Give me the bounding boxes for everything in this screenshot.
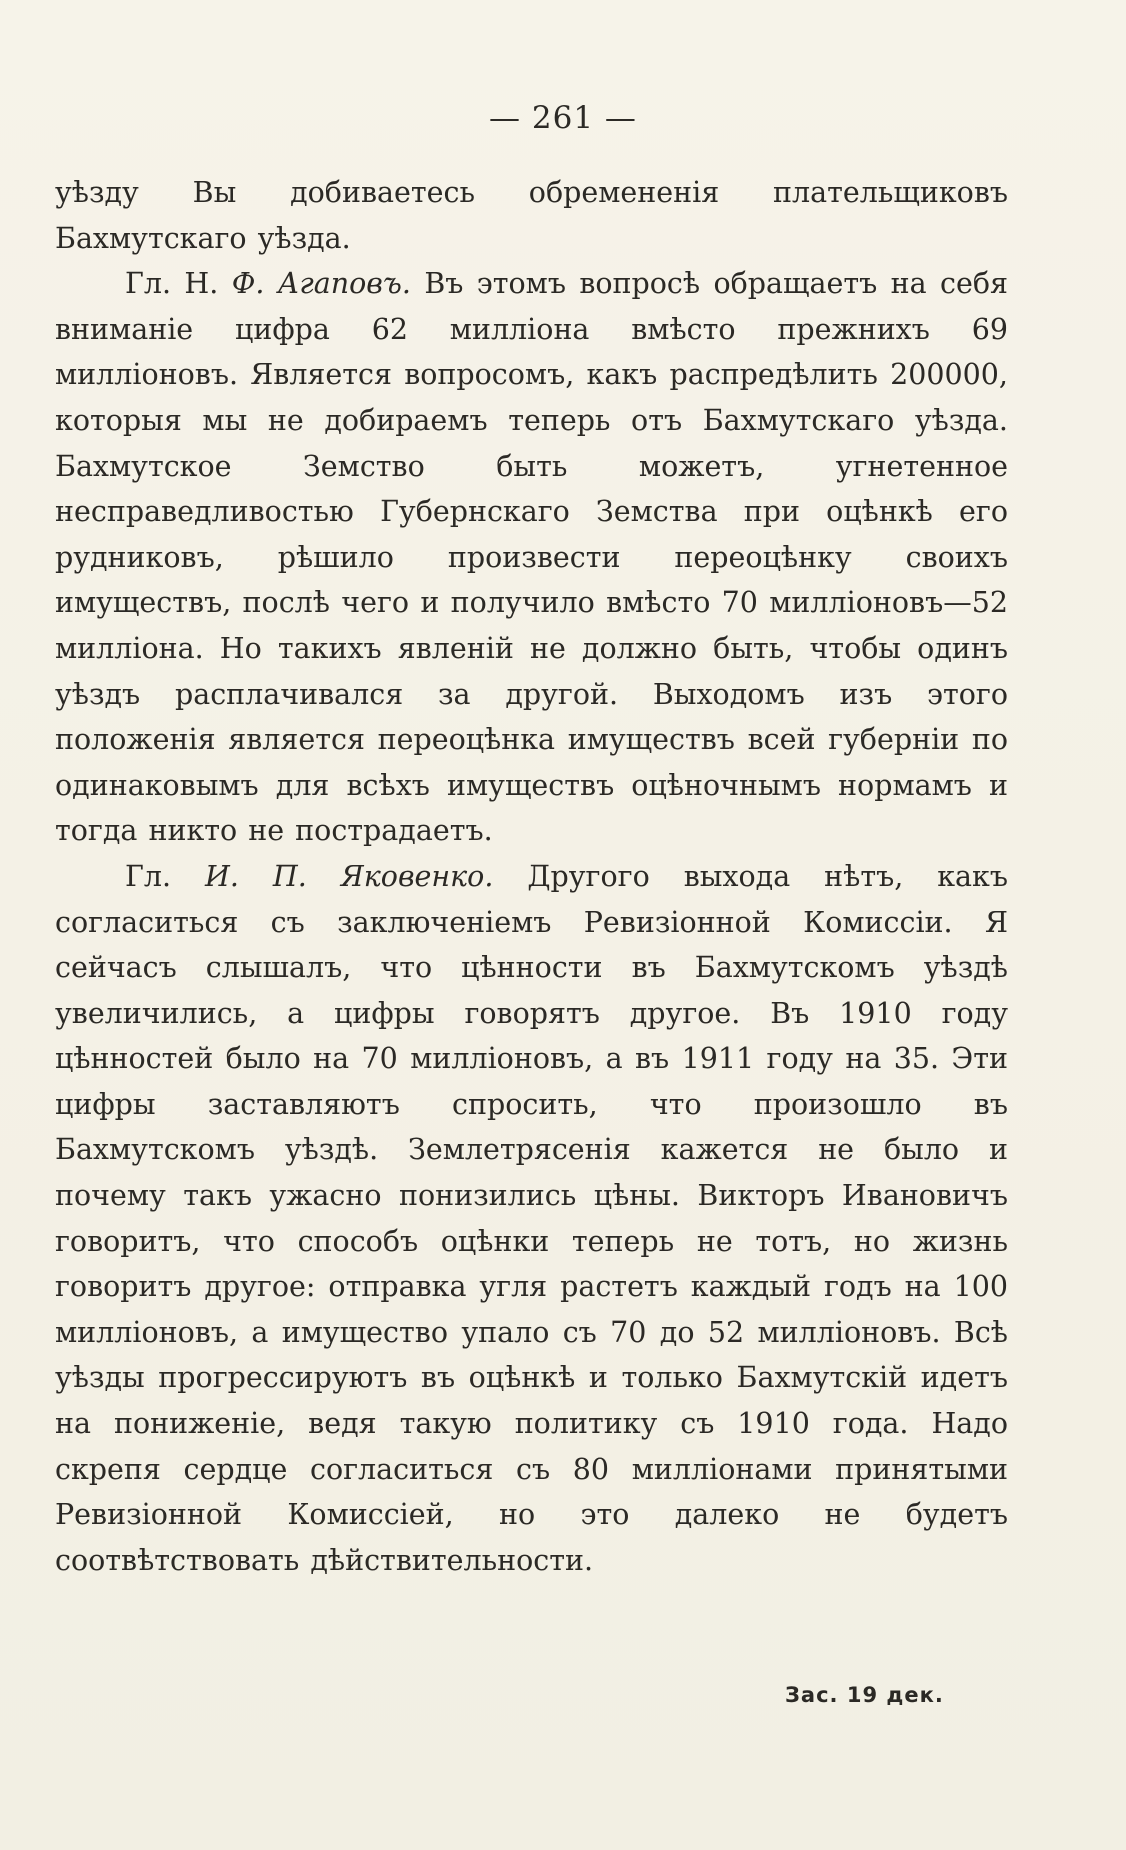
speaker-prefix: Гл. Н. xyxy=(125,267,232,301)
speaker-name: Ф. Агаповъ. xyxy=(231,267,411,301)
signature-mark: Зас. 19 дек. xyxy=(785,1683,944,1707)
paragraph-text: Въ этомъ вопросѣ обращаетъ на себя вниманіе цифра 62 милліона вмѣсто прежнихъ 69 милліоновъ. Является вопросомъ, какъ распредѣлить 200000, которыя мы не добираемъ теперь отъ Бахмутскаго уѣзда. Бахмутское Земство быть можетъ, угнетенное несправедливостью Губернскаго Земства при оцѣнкѣ его рудниковъ, рѣшило произвести переоцѣнку своихъ имуществъ, послѣ чего и получило вмѣсто 70 милліоновъ—52 милліона. Но такихъ явленій не должно быть, чтобы одинъ уѣздъ расплачивался за другой. Выходомъ изъ этого положенія является переоцѣнка имуществъ всей губерніи по одинаковымъ для всѣхъ имуществъ оцѣночнымъ нормамъ и тогда никто не пострадаетъ. xyxy=(55,267,1008,848)
paragraph-text: Другого выхода нѣтъ, какъ согласиться съ заключеніемъ Ревизіонной Комиссіи. Я сейчасъ слышалъ, что цѣнности въ Бахмутскомъ уѣздѣ увеличились, а цифры говорятъ другое. Въ 1910 году цѣнностей было на 70 милліоновъ, а въ 1911 году на 35. Эти цифры заставляютъ спросить, что произошло въ Бахмутскомъ уѣздѣ. Землетрясенія кажется не было и почему такъ ужасно понизились цѣны. Викторъ Ивановичъ говоритъ, что способъ оцѣнки теперь не тотъ, но жизнь говоритъ другое: отправка угля растетъ каждый годъ на 100 милліоновъ, а имущество упало съ 70 до 52 милліоновъ. Всѣ уѣзды прогрессируютъ въ оцѣнкѣ и только Бахмутскій идетъ на пониженіе, ведя такую политику съ 1910 года. Надо скрепя сердце согласиться съ 80 милліонами принятыми Ревизіонной Комиссіей, но это далеко не будетъ соотвѣтствовать дѣйствительности. xyxy=(55,859,1008,1577)
paragraph-text: уѣзду Вы добиваетесь обремененія плательщиковъ Бахмутскаго уѣзда. xyxy=(55,176,1008,255)
page-number: — 261 — xyxy=(489,100,637,136)
paragraph xyxy=(55,261,1008,854)
paragraph xyxy=(55,854,1008,1584)
paragraph xyxy=(55,170,1008,261)
body-text xyxy=(55,170,1008,1583)
speaker-name: И. П. Яковенко. xyxy=(205,859,494,893)
speaker-prefix: Гл. xyxy=(125,859,205,893)
